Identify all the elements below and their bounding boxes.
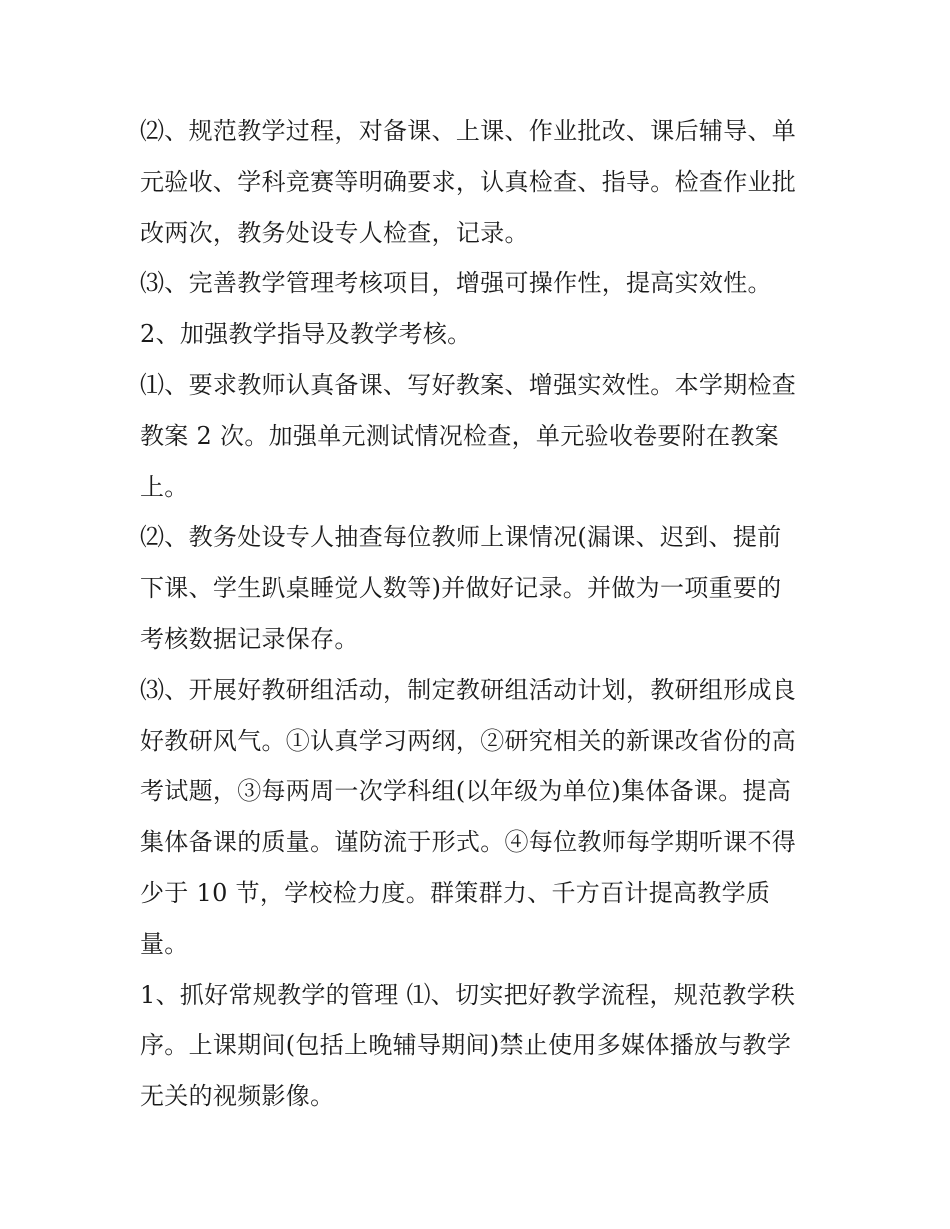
text-line: 集体备课的质量。谨防流于形式。④每位教师每学期听课不得: [140, 828, 797, 857]
text-line: 元验收、学科竞赛等明确要求，认真检查、指导。检查作业批: [140, 167, 797, 196]
text-line: 教案 2 次。加强单元测试情况检查，单元验收卷要附在教案: [140, 421, 779, 450]
text-line: ⑶、完善教学管理考核项目，增强可操作性，提高实效性。: [140, 269, 772, 298]
text-line: 序。上课期间(包括上晚辅导期间)禁止使用多媒体播放与教学: [140, 1031, 792, 1060]
text-line: 1、抓好常规教学的管理 ⑴、切实把好教学流程，规范教学秩: [140, 980, 796, 1009]
text-line: ⑵、规范教学过程，对备课、上课、作业批改、课后辅导、单: [140, 117, 797, 145]
text-line: ⑴、要求教师认真备课、写好教案、增强实效性。本学期检查: [140, 370, 797, 399]
text-line: 下课、学生趴桌睡觉人数等)并做好记录。并做为一项重要的: [140, 574, 782, 603]
text-line: ⑶、开展好教研组活动，制定教研组活动计划，教研组形成良: [140, 675, 797, 704]
text-line: 好教研风气。①认真学习两纲，②研究相关的新课改省份的高: [140, 726, 797, 755]
text-line: 少于 10 节，学校检力度。群策群力、千方百计提高教学质: [140, 878, 771, 907]
text-line: 上。: [140, 472, 189, 501]
text-line: 无关的视频影像。: [140, 1082, 335, 1111]
text-line: 考试题，③每两周一次学科组(以年级为单位)集体备课。提高: [140, 777, 792, 806]
text-line: 2、加强教学指导及教学考核。: [140, 320, 472, 349]
text-line: 量。: [140, 929, 189, 958]
text-line: 改两次，教务处设专人检查，记录。: [140, 218, 529, 247]
document-body: [140, 106, 820, 1122]
text-line: ⑵、教务处设专人抽查每位教师上课情况(漏课、迟到、提前: [140, 523, 782, 552]
text-line: 考核数据记录保存。: [140, 624, 359, 653]
